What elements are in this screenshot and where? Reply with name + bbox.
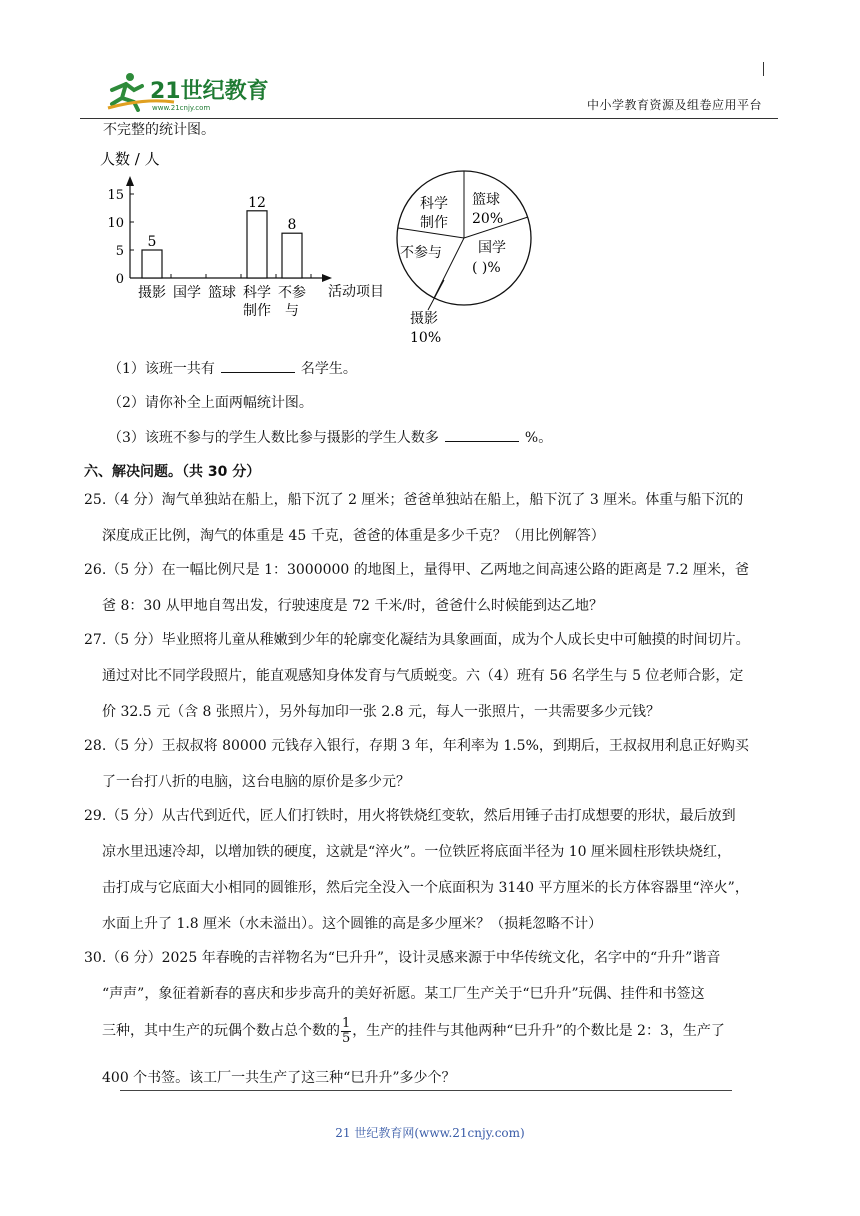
bar-chart-ylabel: 人数 / 人 (100, 150, 160, 168)
pie-label-photo-2: 10% (410, 330, 442, 346)
problem-27: 27.（5 分）毕业照将儿童从稚嫩到少年的轮廓变化凝结为具象画面，成为个人成长史中可触摸的时间切片。 通过对比不同学段照片，能直观感知身体发育与气质蜕变。六（4）班有 56 名学生与 5 位老师合影，定 价 32.5 元（含 8 张照片），另外每加印一张 2.8 元，每人一张照片，一共需要多少元钱？ (84, 632, 750, 720)
header-platform-text: 中小学教育资源及组卷应用平台 (586, 98, 762, 112)
answer-blank[interactable] (445, 427, 519, 442)
subq-3: （3）该班不参与的学生人数比参与摄影的学生人数多 %。 (108, 427, 552, 448)
svg-text:21世纪教育: 21世纪教育 (150, 79, 269, 104)
category-label: 篮球 (208, 285, 236, 301)
problem-29: 29.（5 分）从古代到近代，匠人们打铁时，用火将铁烧红变软，然后用锤子击打成想要的形状，最后放到 凉水里迅速冷却，以增加铁的硬度，这就是“淬火”。一位铁匠将底面半径为 10 厘米圆柱形铁块烧红， 击打成与它底面大小相同的圆锥形，然后完全没入一个底面积为 3140 平方厘米的长方体容器里“淬火”， 水面上升了 1.8 厘米（水未溢出）。这个圆锥的高是多少厘米？（损耗忽略不计） (84, 808, 749, 932)
y-tick-label: 0 (115, 272, 124, 287)
photo-leader-line (428, 280, 444, 310)
problem-28: 28.（5 分）王叔叔将 80000 元钱存入银行，存期 3 年，年利率为 1.5%，到期后，王叔叔用利息正好购买 了一台打八折的电脑，这台电脑的原价是多少元？ (84, 738, 749, 790)
problem-30: 30.（6 分）2025 年春晚的吉祥物名为“巳升升”，设计灵感来源于中华传统文化，名字中的“升升”谐音 “声声”，象征着新春的喜庆和步步高升的美好祈愿。某工厂生产关于“巳升升”玩偶、挂件和书签这 (84, 950, 721, 1002)
pie-chart (390, 160, 540, 350)
problem-30-fraction-line: 三种，其中生产的玩偶个数占总个数的 $\frac{1}{5}$ ，生产的挂件与其他两种“巳升升”的个数比是 2：3，生产了 (102, 1015, 725, 1046)
problem-25: 25.（4 分）淘气单独站在船上，船下沉了 2 厘米；爸爸单独站在船上，船下沉了 3 厘米。体重与船下沉的 深度成正比例，淘气的体重是 45 千克，爸爸的体重是多少千克？（用比例解答） (84, 492, 744, 544)
header-mark (763, 62, 764, 76)
bar-value-label: 8 (287, 217, 297, 234)
site-logo (104, 68, 280, 112)
subq-1: （1）该班一共有 名学生。 (108, 358, 357, 379)
pie-label-basketball-1: 篮球 (472, 192, 500, 208)
bar-value-label: 5 (147, 234, 157, 250)
bar-chart-xlabel: 活动项目 (328, 284, 384, 300)
answer-blank[interactable] (221, 358, 295, 373)
category-label: 制作 (243, 303, 271, 319)
bar-value-label: 12 (248, 194, 266, 211)
category-label: 摄影 (138, 285, 166, 301)
pie-label-guoxue-1: 国学 (478, 240, 506, 256)
subq-2: （2）请你补全上面两幅统计图。 (108, 395, 313, 411)
bar (247, 211, 267, 278)
problem-26: 26.（5 分）在一幅比例尺是 1：3000000 的地图上，量得甲、乙两地之间高速公路的距离是 7.2 厘米，爸 爸 8：30 从甲地自驾出发，行驶速度是 72 千米/时，爸爸什么时候能到达乙地？ (84, 562, 749, 614)
pie-label-photo-1: 摄影 (410, 311, 438, 327)
pie-label-basketball-2: 20% (472, 211, 504, 227)
y-axis-arrow (126, 176, 134, 186)
y-tick-label: 5 (115, 244, 124, 259)
problem-30-last-line: 400 个书签。该工厂一共生产了这三种“巳升升”多少个？ (102, 1070, 456, 1086)
footer-text: 21 世纪教育网(www.21cnjy.com) (335, 1126, 525, 1140)
pie-label-science-1: 科学 (420, 196, 448, 212)
category-label: 与 (285, 303, 299, 319)
pie-label-science-2: 制作 (420, 215, 448, 231)
category-label: 不参 (278, 285, 306, 301)
footer-divider (120, 1090, 732, 1091)
y-tick-label: 15 (107, 188, 124, 203)
y-tick-label: 10 (107, 216, 124, 231)
fraction-one-fifth: $\frac{1}{5}$ (342, 1015, 351, 1046)
section-title: 六、解决问题。（共 30 分） (84, 464, 261, 480)
category-label: 国学 (173, 285, 201, 301)
bar (142, 250, 162, 278)
intro-tail: 不完整的统计图。 (103, 122, 215, 138)
pie-label-guoxue-2: ( )% (472, 260, 501, 276)
header-divider (80, 118, 778, 119)
bar-chart (92, 146, 402, 336)
bar (282, 233, 302, 278)
pie-label-none: 不参与 (400, 245, 442, 261)
category-label: 科学 (243, 285, 271, 301)
svg-text:www.21cnjy.com: www.21cnjy.com (152, 104, 211, 112)
x-axis-arrow (322, 274, 332, 282)
